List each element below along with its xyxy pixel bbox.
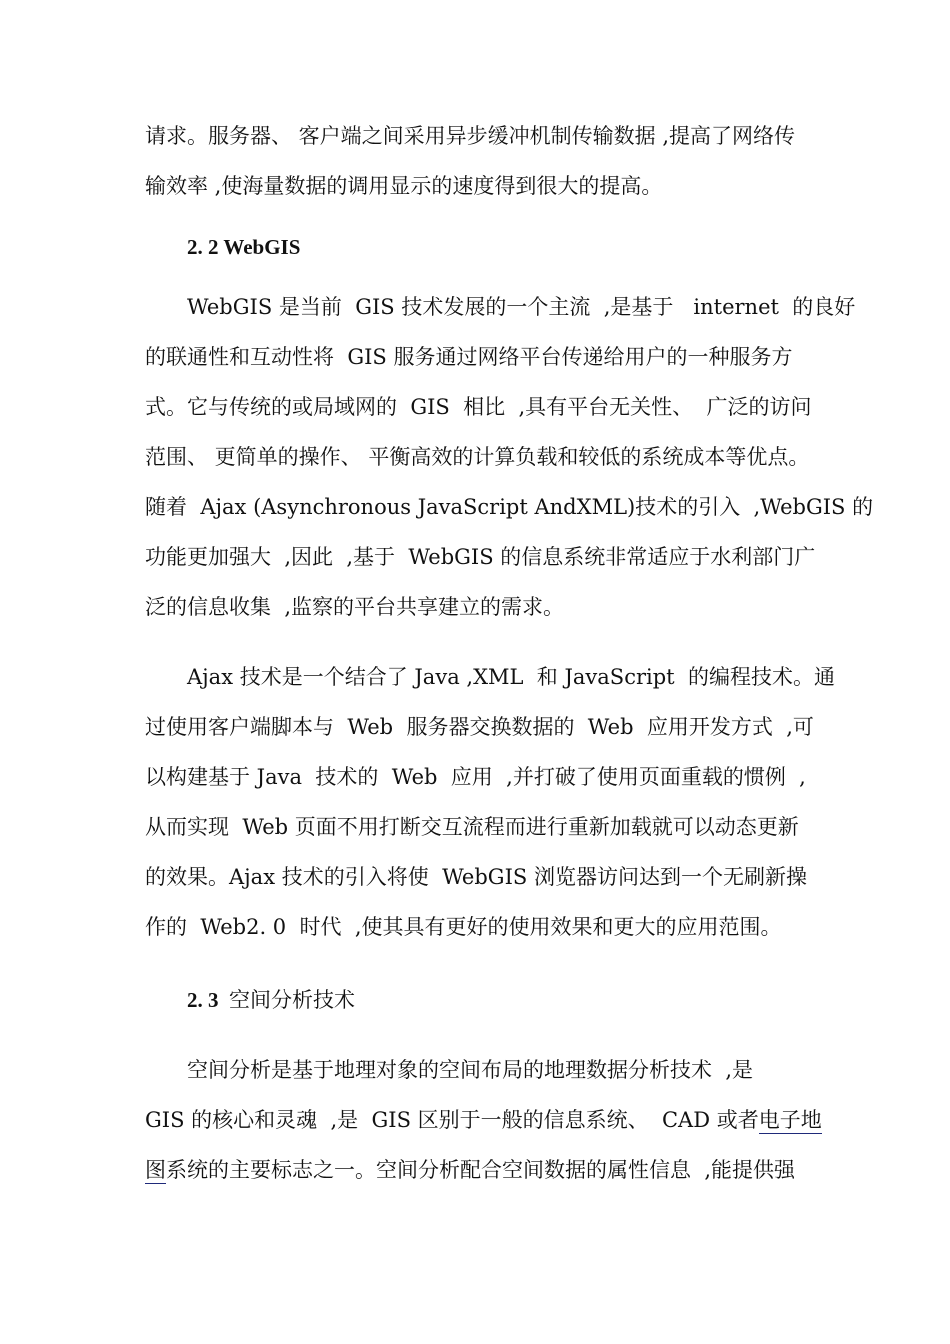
text-segment: GIS 的核心和灵魂 ,是 GIS 区别于一般的信息系统、 CAD 或者	[145, 1108, 759, 1132]
text-line: 式。它与传统的或局域网的 GIS 相比 ,具有平台无关性、 广泛的访问	[145, 395, 812, 419]
text-line: 随着 Ajax (Asynchronous JavaScript AndXML)技术的引入 ,WebGIS 的	[145, 495, 874, 519]
text-line	[145, 1105, 822, 1135]
text-line: 功能更加强大 ,因此 ,基于 WebGIS 的信息系统非常适应于水利部门广	[145, 545, 816, 569]
text-line: 作的 Web2. 0 时代 ,使其具有更好的使用效果和更大的应用范围。	[145, 915, 782, 939]
section-title: 空间分析技术	[229, 988, 355, 1012]
text-line: 输效率 ,使海量数据的调用显示的速度得到很大的提高。	[145, 174, 663, 198]
text-line: 请求。服务器、 客户端之间采用异步缓冲机制传输数据 ,提高了网络传	[145, 124, 796, 148]
section-heading-2-2	[187, 232, 300, 262]
text-line: WebGIS 是当前 GIS 技术发展的一个主流 ,是基于 internet 的良好	[187, 295, 856, 319]
text-line: 空间分析是基于地理对象的空间布局的地理数据分析技术 ,是	[187, 1058, 754, 1082]
text-line: 的联通性和互动性将 GIS 服务通过网络平台传递给用户的一种服务方	[145, 345, 793, 369]
text-line: 以构建基于 Java 技术的 Web 应用 ,并打破了使用页面重载的惯例 ,	[145, 765, 806, 789]
text-line: 过使用客户端脚本与 Web 服务器交换数据的 Web 应用开发方式 ,可	[145, 715, 814, 739]
text-segment: 系统的主要标志之一。空间分析配合空间数据的属性信息 ,能提供强	[166, 1158, 796, 1182]
text-line: 泛的信息收集 ,监察的平台共享建立的需求。	[145, 595, 565, 619]
section-title: WebGIS	[223, 235, 301, 259]
text-line	[145, 1155, 795, 1185]
text-line: 范围、 更简单的操作、 平衡高效的计算负载和较低的系统成本等优点。	[145, 445, 810, 469]
text-line: 的效果。Ajax 技术的引入将使 WebGIS 浏览器访问达到一个无刷新操	[145, 865, 807, 889]
section-heading-2-3	[187, 985, 355, 1015]
section-number: 2. 2	[187, 235, 219, 259]
section-number: 2. 3	[187, 988, 219, 1012]
text-line: Ajax 技术是一个结合了 Java ,XML 和 JavaScript 的编程技术。通	[187, 665, 835, 689]
text-line: 从而实现 Web 页面不用打断交互流程而进行重新加载就可以动态更新	[145, 815, 799, 839]
hyperlink-electronic-map-continued[interactable]: 图	[145, 1158, 166, 1182]
hyperlink-electronic-map[interactable]: 电子地	[758, 1108, 822, 1132]
